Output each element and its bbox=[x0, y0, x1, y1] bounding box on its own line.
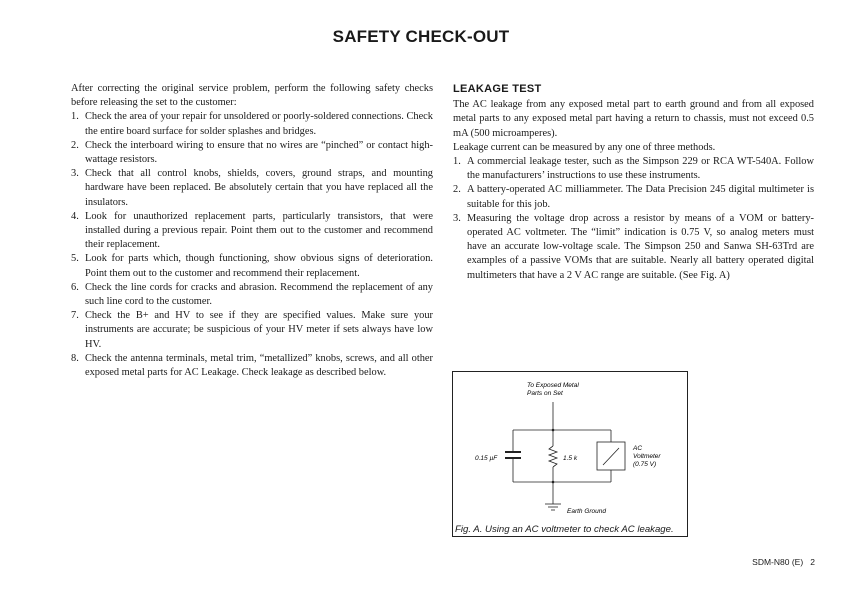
checklist-item: 4. Look for unauthorized replacement parts, particularly transistors, that were installed during a previous repair. Point them out to the customer and recommend their replacement. bbox=[71, 210, 433, 251]
ground-label: Earth Ground bbox=[567, 508, 607, 515]
checklist-item: 6. Check the line cords for cracks and abrasion. Recommend the replacement of any such line cord to the customer. bbox=[71, 281, 433, 308]
junction-dot bbox=[552, 429, 555, 432]
left-column bbox=[71, 82, 433, 380]
resistor-label: 1.5 k bbox=[563, 455, 578, 462]
page-number: 2 bbox=[810, 557, 815, 567]
method-item: 3. Measuring the voltage drop across a resistor by means of a VOM or battery-operated AC voltmeter. The “limit” indication is 0.75 V, so analog meters must have an accurate low-voltage scale. The Simpson 250 and Sanwa SH-63Trd are examples of a passive VOMs that are suitable. Nearly all battery operated digital multimeters that have a 2 V AC range are suitable. (See Fig. A) bbox=[453, 212, 814, 281]
page-title: SAFETY CHECK-OUT bbox=[332, 27, 510, 46]
methods-list bbox=[453, 155, 814, 283]
meter-label-3: (0.75 V) bbox=[633, 461, 657, 468]
intro-paragraph: After correcting the original service problem, perform the following safety checks before releasing the set to the customer: bbox=[71, 83, 433, 109]
meter-label-2: Voltmeter bbox=[633, 453, 661, 460]
junction-dot bbox=[552, 481, 555, 484]
figure-caption: Fig. A. Using an AC voltmeter to check AC leakage. bbox=[455, 524, 674, 535]
checklist-item: 8. Check the antenna terminals, metal trim, “metallized” knobs, screws, and all other exposed metal parts for AC Leakage. Check leakage as described below. bbox=[71, 352, 433, 379]
capacitor-label: 0.15 µF bbox=[475, 455, 498, 462]
meter-label-1: AC bbox=[633, 445, 643, 452]
page-footer bbox=[700, 557, 815, 567]
figure-a bbox=[452, 371, 688, 537]
model-number: SDM-N80 (E) bbox=[752, 557, 804, 567]
label-top-1: To Exposed Metal bbox=[527, 382, 579, 389]
method-item: 1. A commercial leakage tester, such as the Simpson 229 or RCA WT-540A. Follow the manufacturers’ instructions to use these instruments. bbox=[453, 156, 814, 182]
checklist-item: 5. Look for parts which, though functioning, show obvious signs of deterioration. Point them out to the customer and recommend their replacement. bbox=[71, 253, 433, 279]
leakage-test-heading: LEAKAGE TEST bbox=[453, 83, 542, 95]
safety-checklist bbox=[71, 110, 433, 380]
method-item: 2. A battery-operated AC milliammeter. The Data Precision 245 digital multimeter is suitable for this job. bbox=[453, 184, 814, 210]
leakage-paragraph: The AC leakage from any exposed metal part to earth ground and from all exposed metal parts to any exposed metal part having a return to chassis, must not exceed 0.5 mA (500 microamperes). bbox=[453, 99, 814, 139]
label-top-2: Parts on Set bbox=[527, 390, 563, 397]
right-column bbox=[453, 82, 814, 283]
resistor-symbol bbox=[549, 446, 557, 467]
checklist-item: 3. Check that all control knobs, shields, covers, ground straps, and mounting hardware have been replaced. Be absolutely certain that you have replaced all the insulators. bbox=[71, 168, 433, 208]
voltmeter-needle bbox=[603, 448, 619, 465]
checklist-item: 7. Check the B+ and HV to see if they are specified values. Make sure your instruments are accurate; be suspicious of your HV meter if sets always have low HV. bbox=[71, 310, 433, 350]
checklist-item: 2. Check the interboard wiring to ensure that no wires are “pinched” or contact high-wattage resistors. bbox=[71, 139, 433, 166]
methods-paragraph: Leakage current can be measured by any one of three methods. bbox=[453, 141, 716, 153]
checklist-item: 1. Check the area of your repair for unsoldered or poorly-soldered connections. Check the entire board surface for solder splashes and bridges. bbox=[71, 111, 433, 137]
leakage-circuit-diagram bbox=[453, 372, 687, 536]
